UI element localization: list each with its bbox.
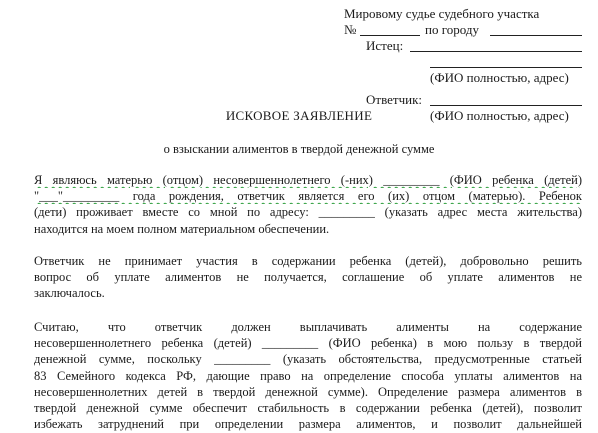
court-text: Мировому судье судебного участка (344, 6, 540, 21)
number-sign: № (344, 22, 357, 37)
plaintiff-blank (410, 38, 582, 52)
paragraph-1 (34, 172, 582, 237)
court-line (330, 6, 592, 22)
plaintiff-hint: (ФИО полностью, адрес) (430, 70, 569, 85)
paragraph-2-line-1: Ответчик не принимает участия в содержании ребенка (детей), добровольно решить (34, 254, 582, 268)
city-blank (490, 22, 582, 36)
addressee-block (330, 6, 592, 123)
defendant-label: Ответчик: (366, 92, 423, 107)
plaintiff-blank-2 (430, 54, 582, 68)
plaintiff-line (330, 38, 592, 54)
plaintiff-hint-line (330, 70, 592, 86)
paragraph-1-line-1 (34, 172, 582, 188)
plaintiff-label: Истец: (366, 38, 404, 53)
court-number-blank (360, 22, 420, 36)
paragraph-3 (34, 319, 582, 432)
paragraph-1-line-3: (дети) проживает вместе со мной по адресу: _________ (указать адрес места жительства) (34, 205, 582, 220)
paragraph-2-line-2: вопрос об уплате алиментов не получается, соглашение об уплате алиментов не (34, 270, 582, 285)
document-subtitle: о взыскании алиментов в твердой денежной сумме (163, 142, 435, 156)
paragraph-3-line-1: Считаю, что ответчик должен выплачивать алименты на содержание (34, 320, 582, 334)
paragraph-3-line-4: 83 Семейного кодекса РФ, дающие право на определение способа уплаты алиментов на (34, 368, 582, 383)
defendant-line (330, 92, 592, 108)
paragraph-3-line-6: твердой денежной сумме обеспечит стабильность в содержании ребенка (детей), позволит (34, 401, 582, 416)
paragraph-1-line-1-text: Я являюсь матерью (отцом) несовершеннолетнего (-них) _________ (ФИО ребенка (детей) (34, 173, 582, 187)
court-number-line (330, 22, 592, 38)
paragraph-1-line-2-text: "___"_________ года рождения, ответчик является его (их) отцом (матерью). Ребенок (34, 189, 582, 204)
document-title: ИСКОВОЕ ЗАЯВЛЕНИЕ (225, 108, 373, 123)
paragraph-2-line-3: заключалось. (34, 286, 105, 301)
paragraph-1-line-4: находится на моем полном материальном обеспечении. (34, 221, 330, 236)
paragraph-3-line-5: несовершеннолетних детей в твердой денежной сумме). Определение размера алиментов в (34, 384, 582, 399)
paragraph-2 (34, 253, 582, 302)
defendant-hint: (ФИО полностью, адрес) (430, 108, 569, 123)
paragraph-3-line-7: избежать затруднений при определении размера алиментов, и позволит дальнейшей (34, 417, 582, 432)
paragraph-1-line-2 (34, 188, 582, 204)
paragraph-3-line-3: денежной сумме, поскольку _________ (указать обстоятельства, предусмотренные статьей (34, 352, 582, 367)
defendant-blank (430, 92, 582, 106)
city-label: по городу (425, 22, 479, 37)
paragraph-3-line-2: несовершеннолетнего ребенка (детей) _________ (ФИО ребенка) в мою пользу в твердой (34, 336, 582, 351)
plaintiff-blank-line (330, 54, 592, 70)
